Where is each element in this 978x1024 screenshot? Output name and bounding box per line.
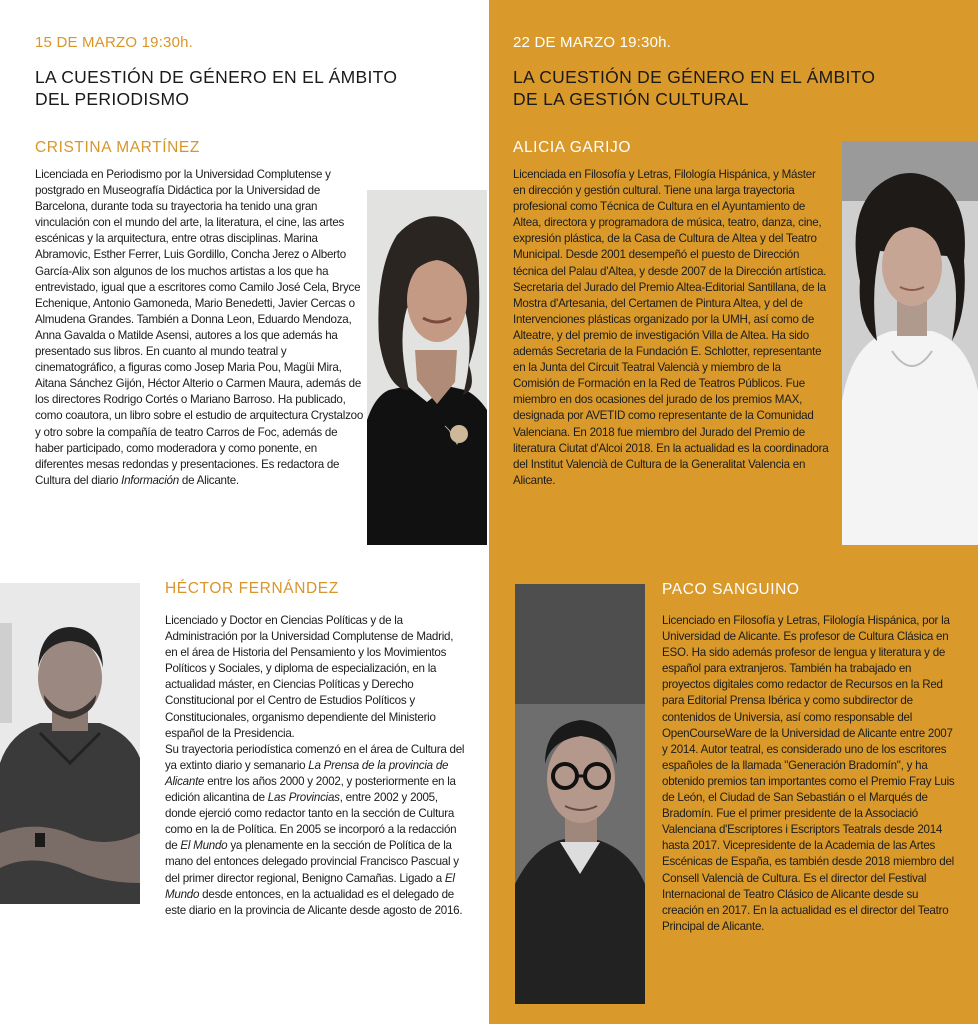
title-line: DE LA GESTIÓN CULTURAL — [513, 89, 749, 109]
bio-emphasis: Información — [121, 473, 179, 487]
speaker-bio — [165, 613, 467, 919]
title-line: DEL PERIODISMO — [35, 89, 190, 109]
speaker-name: HÉCTOR FERNÁNDEZ — [165, 580, 339, 597]
speaker-photo-paco — [515, 584, 645, 1004]
speaker-name: ALICIA GARIJO — [513, 139, 632, 156]
speaker-bio — [35, 167, 365, 489]
event-date-left: 15 DE MARZO 19:30h. — [35, 34, 194, 51]
speaker-bio — [513, 167, 829, 489]
title-line: LA CUESTIÓN DE GÉNERO EN EL ÁMBITO — [35, 67, 398, 87]
bio-text: Licenciada en Periodismo por la Universidad Complutense y postgrado en Museografía Didáctica por la Universidad de Barcelona, durante toda su trayectoria ha tenido una gran vinculación con el mundo del arte, la literatura, el cine, las artes escénicas y la arquitectura, entre otras disciplinas. Marina Abramovic, Esther Ferrer, Luis Gordillo, Concha Jerez o Alberto García-Alix son algunos de los muchos artistas a los que ha entrevistado, igual que a escritores como Camilo José Cela, Bryce Echenique, Antonio Gamoneda, Mario Benedetti, Javier Cercas o Almudena Grandes. También a Donna Leon, Eduardo Mendoza, Anna Gavalda o Matilde Asensi, autores a los que además ha presentado sus libros. En cuanto al mundo teatral y cinematográfico, a figuras como Josep Maria Pou, Magüi Mira, Aitana Sánchez Gijón, Héctor Alterio o Carmen Maura, además de los directores Rodrigo Cortés o Mariano Barroso. Ha publicado, como coautora, un libro sobre el estudio de arquitectura Crystalzoo y otro sobre la compañía de teatro Carros de Foc, además de haber participado, como moderadora y como ponente, en diferentes mesas redondas y presentaciones. Es redactora de Cultura del diario — [35, 168, 364, 487]
bio-paragraph: Licenciado y Doctor en Ciencias Políticas y de la Administración por la Universidad Complutense de Madrid, en el área de Historia del Pensamiento y los Movimientos Políticos y Sociales, y diploma de especialización, en la actualidad máster, en Ciencias Políticas y Derecho Constitucional por el Centro de Estudios Políticos y Constitucionales, organismo dependiente del Ministerio español de la Presidencia. — [165, 614, 454, 740]
bio-text: de Alicante. — [178, 473, 239, 487]
bio-emphasis: El Mundo — [165, 871, 455, 901]
bio-paragraph: Licenciado en Filosofía y Letras, Filología Hispánica, por la Universidad de Alicante. Es profesor de Cultura Clásica en ESO. Ha sido además profesor de lengua y literatura y de español para extranjeros. También ha trabajado en proyectos digitales como redactor de Recursos en la Red para Editorial Prensa Ibérica y como subdirector de contenidos de Universia, así como responsable del OpenCourseWare de la Universidad de Alicante entre 2007 y 2014. Autor teatral, es considerado uno de los escritores españoles de la llamada "Generación Bradomín", y ha obtenido premios tan importantes como el Premio Fray Luis de León, el Ciudad de San Sebastián o el Marqués de Bradomín. Fue el primer presidente de la Associació Valenciana d'Escriptores i Escriptors Teatrals desde 2014 hasta 2017. Vicepresidente de la Academia de las Artes Escénicas de España, es también desde 2018 miembro del Consell Valencià de Cultura. Es el director del Festival Internacional de Teatro Clásico de Alicante desde su creación en 2017. En la actualidad es el director del Teatro Principal de Alicante. — [662, 614, 955, 933]
speaker-photo-cristina — [367, 190, 487, 545]
bio-emphasis: El Mundo — [180, 839, 228, 853]
bio-text: , entre 2002 y 2005, donde ejerció como redactor tanto en la sección de Cultura como en la de Política. En 2005 se incorporó a la redacción de — [165, 791, 457, 853]
title-line: LA CUESTIÓN DE GÉNERO EN EL ÁMBITO — [513, 67, 876, 87]
bio-text: ya plenamente en la sección de Política de la mano del entonces delegado provincial Francisco Pascual y del primer director regional, Benigno Camañas. Ligado a — [165, 839, 459, 885]
speaker-name: PACO SANGUINO — [662, 581, 800, 598]
bio-text: desde entonces, en la actualidad es el delegado de este diario en la provincia de Alicante desde agosto de 2016. — [165, 887, 463, 917]
bio-emphasis: Las Provincias — [267, 791, 340, 805]
bio-text: entre los años 2000 y 2002, y posteriormente en la edición alicantina de — [165, 774, 456, 805]
speaker-bio — [662, 613, 956, 935]
bio-emphasis: La Prensa de la provincia de Alicante — [165, 758, 449, 788]
event-title-left — [35, 66, 397, 110]
bio-paragraph: Licenciada en Filosofía y Letras, Filología Hispánica, y Máster en dirección y gestión cultural. Tiene una larga trayectoria profesional como Técnica de Cultura en el Ayuntamiento de Altea, directora y programadora de música, teatro, danza, cine, expresión plástica, de la Casa de Cultura de Altea y del Teatro Municipal. Desde 2001 desempeñó el puesto de Dirección técnica del Palau d'Altea, y desde 2007 de la Dirección artística. Secretaria del Jurado del Premio Altea-Editorial Santillana, de la Mostra d'Artesania, del Certamen de Pintura Altea, y del de Intervenciones plásticas organizado por la UMH, así como de Alteatre, y del premio de investigación Villa de Altea. Ha sido además Secretaria de la Fundación E. Schlotter, representante en la Junta del Circuit Teatral Valencià y miembro de la Comisión de Formación en la Red de Teatros Públicos. Fue miembro en dos ocasiones del jurado de los premios MAX, designada por AVETID como representante de la Comunidad Valenciana. En 2018 fue miembro del Jurado del Premio de literatura Ciutat d'Alcoi 2018. En la actualidad es la coordinadora del Institut Valencià de Cultura de la Generalitat Valencia en Alicante. — [513, 168, 829, 487]
bio-text: Su trayectoria periodística comenzó en el área de Cultura del ya extinto diario y semanario — [165, 742, 465, 772]
speaker-photo-hector — [0, 583, 140, 904]
event-date-right: 22 DE MARZO 19:30h. — [513, 34, 672, 51]
event-title-right — [513, 66, 875, 110]
speaker-name: CRISTINA MARTÍNEZ — [35, 139, 200, 156]
speaker-photo-alicia — [842, 141, 978, 545]
